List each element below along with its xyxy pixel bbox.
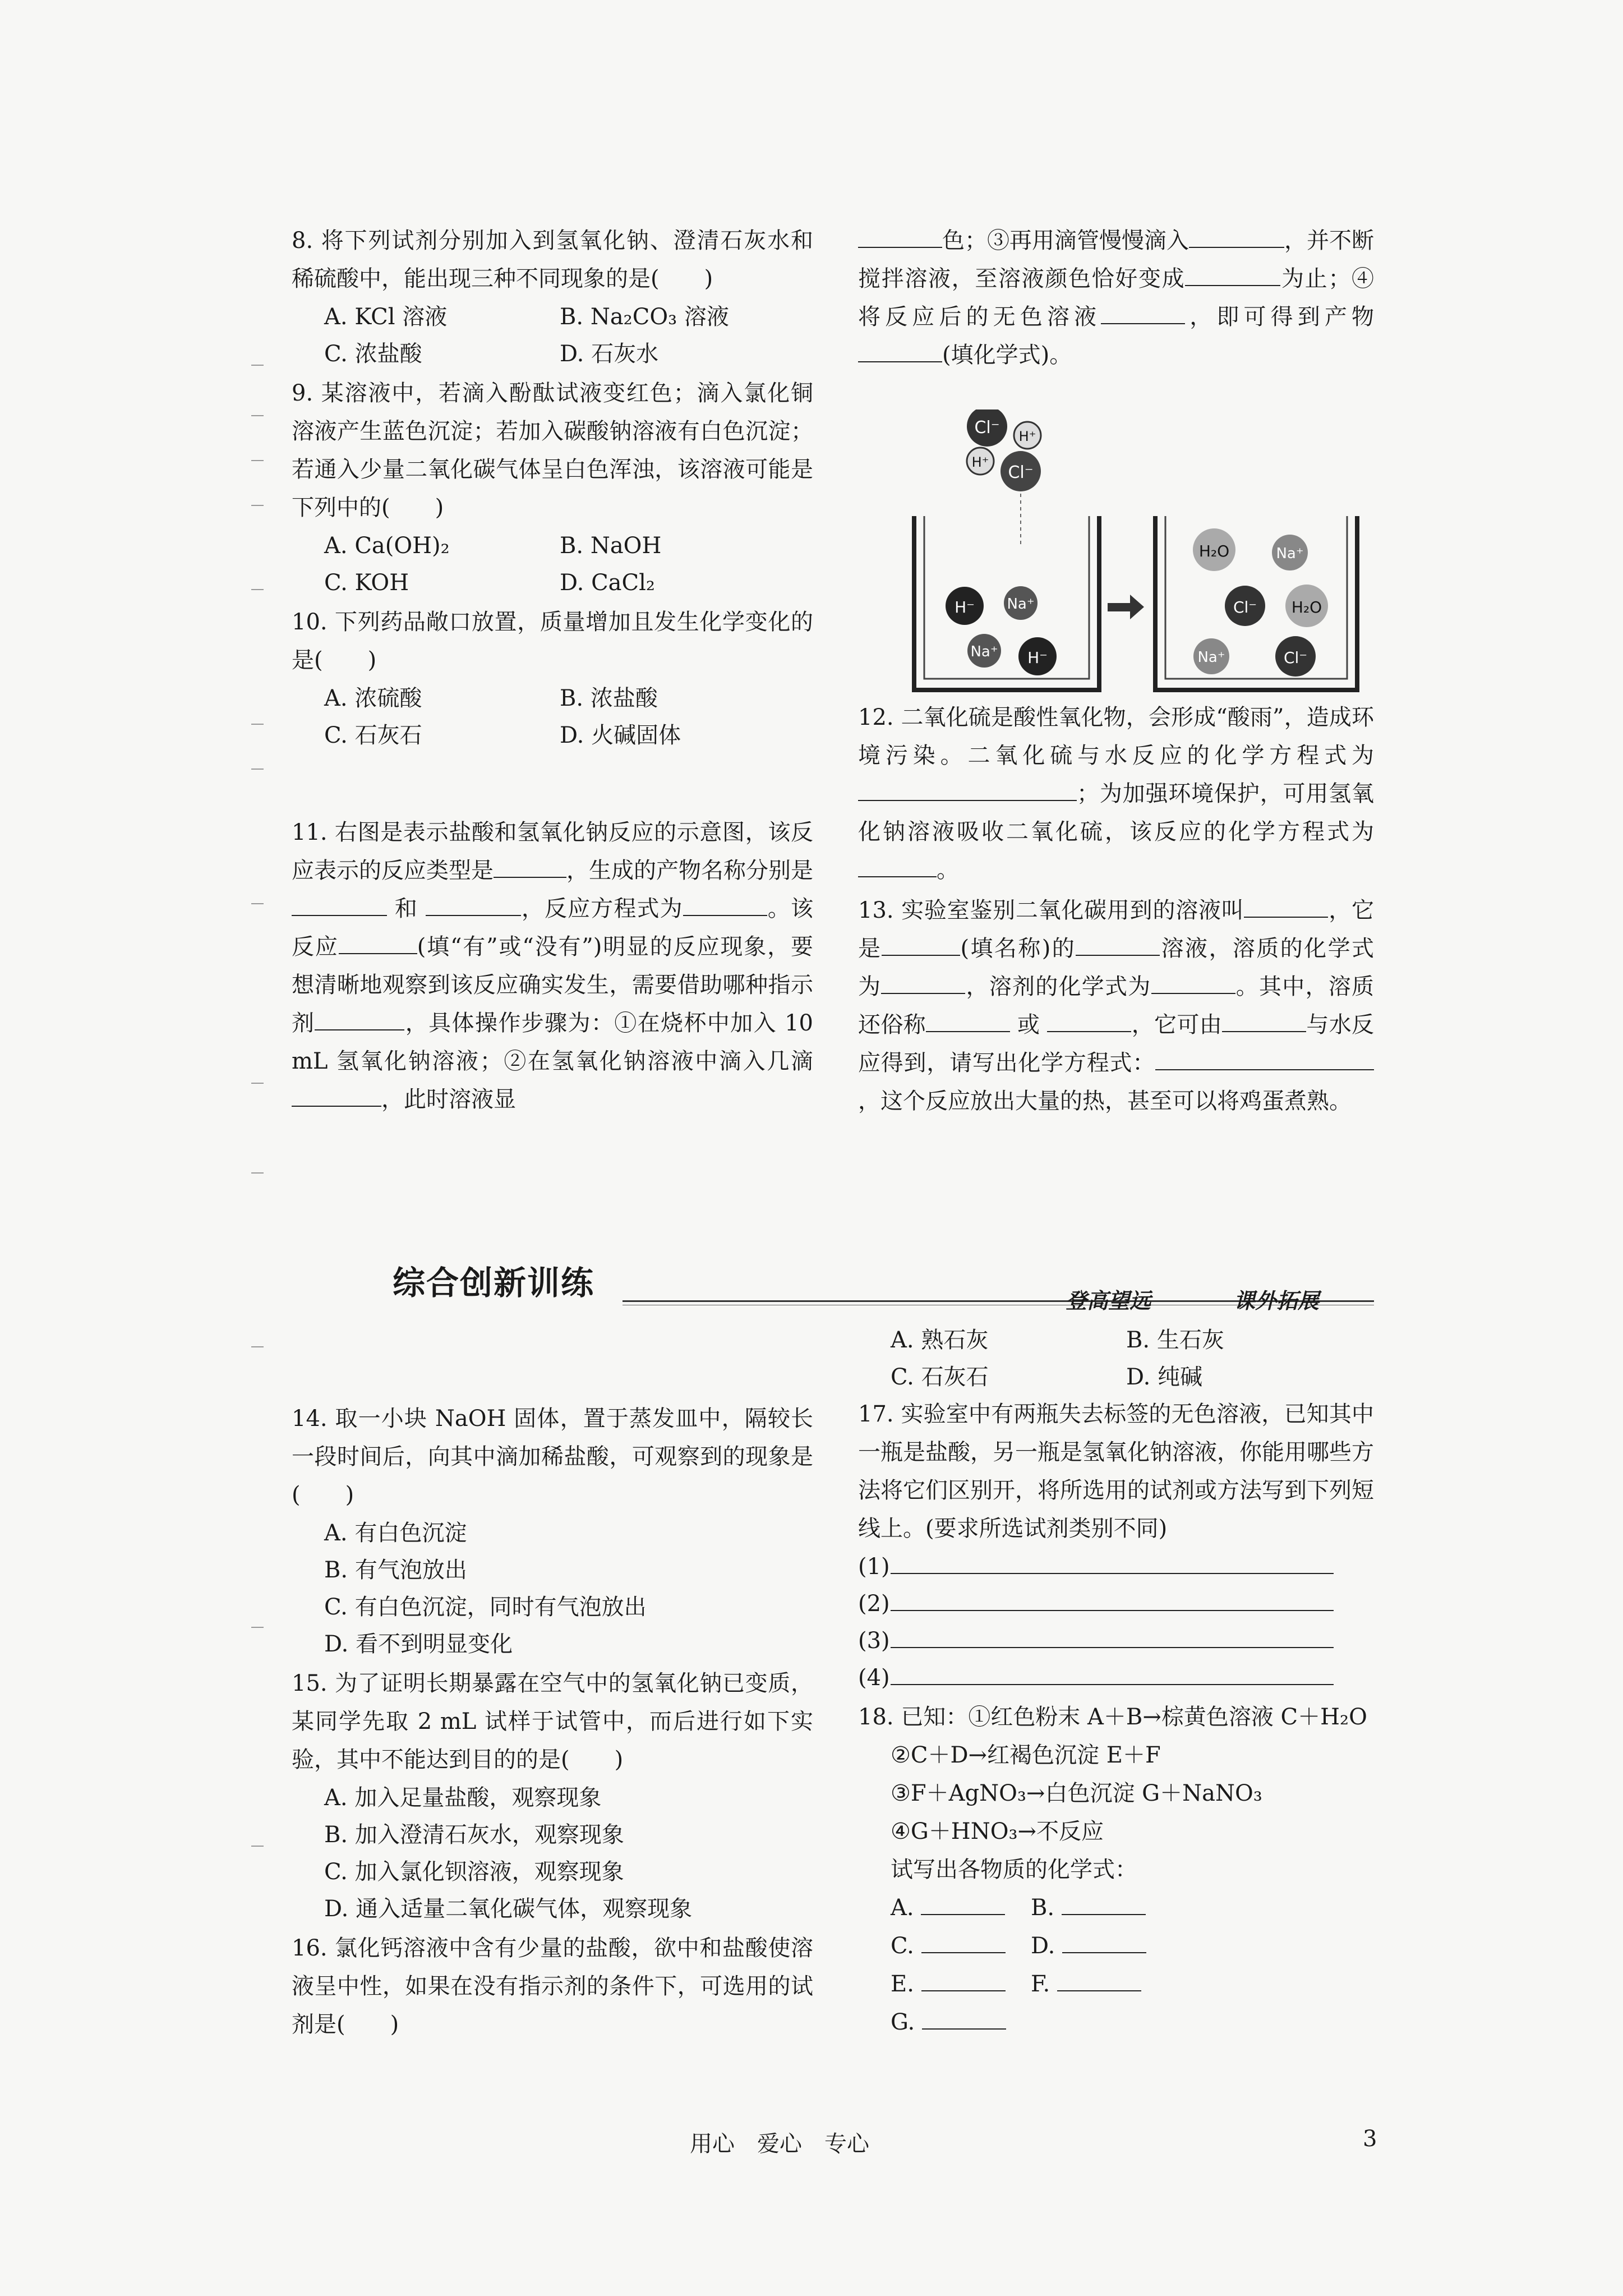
dropper-ions bbox=[967, 409, 1041, 544]
answer-line[interactable] bbox=[858, 1548, 1374, 1585]
answer-label: F. bbox=[1031, 1971, 1050, 1997]
option-c[interactable]: C. 石灰石 bbox=[324, 723, 422, 748]
text-segment: 。该反应 bbox=[292, 896, 814, 960]
answer-blank[interactable] bbox=[1047, 1006, 1131, 1032]
section-subtitle-1: 登高望远 bbox=[1066, 1289, 1151, 1313]
options bbox=[324, 679, 813, 753]
answer-blank[interactable] bbox=[926, 1006, 1010, 1032]
reaction-4: ④G＋HNO₃→不反应 bbox=[891, 1819, 1104, 1844]
text-segment: ，并不断搅拌溶液，至溶液颜色恰好变成 bbox=[858, 228, 1374, 292]
footer-motto: 用心 爱心 专心 bbox=[690, 2131, 869, 2157]
question-stem: 16. 氯化钙溶液中含有少量的盐酸，欲中和盐酸使溶液呈中性，如果在没有指示剂的条件下，可选用的试剂是( ) bbox=[292, 1935, 813, 2037]
text-segment: 。其中，溶质还俗称 bbox=[858, 974, 1374, 1038]
answer-blank[interactable] bbox=[1185, 260, 1280, 286]
option-b[interactable]: B. 加入澄清石灰水，观察现象 bbox=[324, 1822, 624, 1848]
answer-blank[interactable] bbox=[922, 2004, 1006, 2030]
question-stem: 14. 取一小块 NaOH 固体，置于蒸发皿中，隔较长一段时间后，向其中滴加稀盐酸，可观察到的现象是( ) bbox=[292, 1406, 813, 1508]
question-12 bbox=[858, 698, 1374, 889]
question-17 bbox=[858, 1395, 1374, 1696]
question-10 bbox=[292, 603, 813, 753]
reaction-2: ②C＋D→红褐色沉淀 E＋F bbox=[891, 1742, 1161, 1768]
ion-label: H₂O bbox=[1291, 598, 1322, 616]
margin-mark bbox=[251, 505, 264, 506]
margin-mark bbox=[251, 903, 264, 904]
answer-label: B. bbox=[1031, 1895, 1055, 1921]
text-segment: ，具体操作步骤为：①在烧杯中加入 10 mL 氢氧化钠溶液；②在氢氧化钠溶液中滴入几滴 bbox=[292, 1010, 813, 1074]
answer-blank[interactable] bbox=[1062, 1889, 1146, 1915]
answer-blank[interactable] bbox=[339, 928, 417, 954]
answer-blank[interactable] bbox=[1155, 1045, 1374, 1070]
margin-mark bbox=[251, 1627, 264, 1628]
ion-label: Na⁺ bbox=[970, 643, 998, 660]
reaction-diagram bbox=[909, 409, 1368, 701]
ion-label: Cl⁻ bbox=[1283, 648, 1308, 667]
text-segment: ，生成的产物名称分别是 bbox=[566, 858, 813, 884]
answer-blank[interactable] bbox=[292, 1081, 381, 1107]
question-stem: 10. 下列药品敞口放置，质量增加且发生化学变化的是( ) bbox=[292, 609, 813, 673]
right-beaker-ions bbox=[1193, 528, 1328, 677]
question-stem: 15. 为了证明长期暴露在空气中的氢氧化钠已变质，某同学先取 2 mL 试样于试管中，而后进行如下实验，其中不能达到目的的是( ) bbox=[292, 1671, 813, 1773]
option-a[interactable]: A. KCl 溶液 bbox=[324, 304, 448, 330]
options bbox=[324, 298, 813, 372]
option-c[interactable]: C. 加入氯化钡溶液，观察现象 bbox=[324, 1859, 624, 1885]
margin-mark bbox=[251, 1346, 264, 1347]
text-segment: (填“有”或“没有”)明显的反应现象，要想清晰地观察到该反应确实发生，需要借助哪种指示剂 bbox=[292, 934, 813, 1036]
option-d[interactable]: D. 看不到明显变化 bbox=[324, 1631, 513, 1657]
answer-grid bbox=[891, 1889, 1374, 2041]
margin-mark bbox=[251, 1172, 264, 1174]
ion-label: Na⁺ bbox=[1007, 596, 1035, 613]
margin-mark bbox=[251, 415, 264, 416]
margin-mark bbox=[251, 724, 264, 725]
answer-blank[interactable] bbox=[292, 890, 387, 916]
answer-label: E. bbox=[891, 1971, 914, 1997]
margin-mark bbox=[251, 589, 264, 590]
ion-label: H⁺ bbox=[1018, 429, 1036, 444]
question-16 bbox=[292, 1929, 813, 2044]
right-column-middle bbox=[858, 698, 1374, 1122]
answer-blank[interactable] bbox=[858, 337, 942, 362]
answer-blank[interactable] bbox=[1062, 1927, 1146, 1953]
answer-blank[interactable] bbox=[921, 1889, 1005, 1915]
text-segment: ，反应方程式为 bbox=[520, 896, 683, 922]
left-column-upper bbox=[292, 222, 813, 756]
option-a[interactable]: A. 有白色沉淀 bbox=[324, 1520, 467, 1546]
text-segment: 13. 实验室鉴别二氧化碳用到的溶液叫 bbox=[858, 898, 1244, 923]
answer-label: D. bbox=[1031, 1933, 1055, 1959]
option-d[interactable]: D. 通入适量二氧化碳气体，观察现象 bbox=[324, 1896, 693, 1922]
text-segment: ，即可得到产物 bbox=[1185, 304, 1374, 330]
answer-blank[interactable] bbox=[426, 890, 521, 916]
reaction-1: 18. 已知：①红色粉末 A＋B→棕黄色溶液 C＋H₂O bbox=[858, 1704, 1367, 1730]
question-9 bbox=[292, 374, 813, 601]
option-c[interactable]: C. KOH bbox=[324, 570, 409, 596]
question-stem: 8. 将下列试剂分别加入到氢氧化钠、澄清石灰水和稀硫酸中，能出现三种不同现象的是( ) bbox=[292, 228, 813, 292]
margin-mark bbox=[251, 1083, 264, 1084]
option-b[interactable]: B. NaOH bbox=[560, 533, 662, 559]
answer-blank[interactable] bbox=[921, 1966, 1006, 1991]
answer-label: A. bbox=[891, 1895, 914, 1921]
text-segment: (填名称)的 bbox=[960, 936, 1076, 961]
ion-label: Cl⁻ bbox=[1008, 463, 1034, 482]
question-11 bbox=[292, 813, 813, 1119]
reaction-3: ③F＋AgNO₃→白色沉淀 G＋NaNO₃ bbox=[891, 1780, 1262, 1806]
text-segment: 12. 二氧化硫是酸性氧化物，会形成“酸雨”，造成环境污染。二氧化硫与水反应的化学方程式为 bbox=[858, 705, 1374, 769]
ion-label: Na⁺ bbox=[1276, 545, 1304, 562]
options bbox=[324, 1514, 813, 1662]
option-b[interactable]: B. 生石灰 bbox=[1126, 1327, 1224, 1353]
answer-blank[interactable] bbox=[881, 968, 965, 994]
answer-blank[interactable] bbox=[882, 930, 960, 956]
answer-blank[interactable] bbox=[858, 775, 1077, 801]
option-d[interactable]: D. 火碱固体 bbox=[560, 723, 681, 748]
option-c[interactable]: C. 有白色沉淀，同时有气泡放出 bbox=[324, 1594, 647, 1620]
text-segment: 11. 右图是表示盐酸和氢氧化钠反应的示意图，该反应表示的反应类型是 bbox=[292, 820, 813, 884]
answer-line[interactable] bbox=[858, 1659, 1374, 1696]
ion-label: Cl⁻ bbox=[974, 418, 1000, 438]
section-title: 综合创新训练 bbox=[393, 1264, 595, 1302]
text-segment: 和 bbox=[394, 896, 418, 922]
question-15 bbox=[292, 1664, 813, 1927]
answer-blank[interactable] bbox=[1057, 1966, 1141, 1991]
prompt: 试写出各物质的化学式： bbox=[891, 1857, 1137, 1883]
question-11-continued bbox=[858, 222, 1374, 374]
left-beaker-ions bbox=[946, 586, 1057, 675]
question-16-options bbox=[891, 1321, 1374, 1395]
question-18 bbox=[858, 1698, 1374, 2041]
option-b[interactable]: B. Na₂CO₃ 溶液 bbox=[560, 304, 729, 330]
answer-blank[interactable] bbox=[858, 222, 942, 248]
answer-blank[interactable] bbox=[1244, 892, 1328, 918]
text-segment: 为止；④将反应后的无色溶液 bbox=[858, 266, 1375, 330]
option-d[interactable]: D. 纯碱 bbox=[1126, 1364, 1203, 1390]
question-14 bbox=[292, 1400, 813, 1662]
text-segment: 与水反应得到，请写出化学方程式： bbox=[858, 1012, 1375, 1076]
option-a[interactable]: A. 浓硫酸 bbox=[324, 685, 422, 711]
text-segment: 或 bbox=[1017, 1012, 1040, 1038]
answer-blank[interactable] bbox=[1101, 298, 1185, 324]
right-column-lower bbox=[858, 1321, 1374, 2044]
text-segment: 色；③再用滴管慢慢滴入 bbox=[942, 228, 1189, 254]
text-segment: 。 bbox=[937, 857, 959, 883]
text-segment: ，此时溶液显 bbox=[381, 1087, 516, 1112]
ion-label: H⁻ bbox=[1027, 648, 1048, 667]
text-segment: ，它是 bbox=[858, 898, 1375, 961]
text-segment: (填化学式)。 bbox=[942, 342, 1072, 368]
ion-label: H⁺ bbox=[971, 454, 989, 470]
option-c[interactable]: C. 石灰石 bbox=[891, 1364, 989, 1390]
options bbox=[324, 1779, 813, 1927]
answer-blank[interactable] bbox=[494, 852, 566, 878]
margin-mark bbox=[251, 365, 264, 366]
answer-label: G. bbox=[891, 2009, 915, 2035]
arrow-right-icon bbox=[1108, 595, 1144, 619]
text-segment: ；为加强环境保护，可用氢氧化钠溶液吸收二氧化硫，该反应的化学方程式为 bbox=[858, 781, 1374, 845]
answer-label: C. bbox=[891, 1933, 914, 1959]
option-b[interactable]: B. 浓盐酸 bbox=[560, 685, 658, 711]
option-d[interactable]: D. 石灰水 bbox=[560, 341, 659, 367]
option-c[interactable]: C. 浓盐酸 bbox=[324, 341, 422, 367]
answer-blank[interactable] bbox=[858, 852, 937, 877]
option-a[interactable]: A. Ca(OH)₂ bbox=[324, 533, 450, 559]
answer-blank[interactable] bbox=[1222, 1006, 1306, 1032]
ion-label: Na⁺ bbox=[1197, 649, 1225, 666]
right-column-upper bbox=[858, 222, 1374, 374]
margin-mark bbox=[251, 769, 264, 770]
answer-blank[interactable] bbox=[1151, 968, 1235, 994]
answer-blank[interactable] bbox=[921, 1927, 1006, 1953]
ion-label: Cl⁻ bbox=[1233, 598, 1257, 616]
ion-label: H⁻ bbox=[955, 598, 975, 616]
text-segment: ，溶剂的化学式为 bbox=[965, 974, 1151, 1000]
text-segment: ，这个反应放出大量的热，甚至可以将鸡蛋煮熟。 bbox=[858, 1088, 1352, 1114]
answer-blank[interactable] bbox=[315, 1005, 404, 1030]
section-subtitle-2: 课外拓展 bbox=[1234, 1289, 1320, 1313]
question-13 bbox=[858, 891, 1374, 1120]
answer-blank[interactable] bbox=[683, 890, 767, 916]
option-b[interactable]: B. 有气泡放出 bbox=[324, 1557, 467, 1583]
line-label: (4) bbox=[858, 1665, 890, 1691]
ion-label: H₂O bbox=[1198, 542, 1230, 560]
answer-line[interactable] bbox=[858, 1622, 1374, 1659]
answer-blank[interactable] bbox=[1189, 222, 1284, 248]
text-segment: 溶液，溶质的化学式为 bbox=[858, 936, 1375, 1000]
question-8 bbox=[292, 222, 813, 372]
page-number: 3 bbox=[1363, 2126, 1377, 2152]
question-stem: 17. 实验室中有两瓶失去标签的无色溶液，已知其中一瓶是盐酸，另一瓶是氢氧化钠溶液，你能用哪些方法将它们区别开，将所选用的试剂或方法写到下列短线上。(要求所选试剂类别不同) bbox=[858, 1401, 1374, 1542]
left-column-lower bbox=[292, 1400, 813, 2046]
answer-blank[interactable] bbox=[1076, 930, 1160, 956]
line-label: (3) bbox=[858, 1628, 890, 1654]
text-segment: ，它可由 bbox=[1131, 1012, 1223, 1038]
margin-mark bbox=[251, 1846, 264, 1847]
options bbox=[324, 527, 813, 601]
question-stem: 9. 某溶液中，若滴入酚酞试液变红色；滴入氯化铜溶液产生蓝色沉淀；若加入碳酸钠溶液有白色沉淀；若通入少量二氧化碳气体呈白色浑浊，该溶液可能是下列中的( ) bbox=[292, 380, 813, 521]
option-a[interactable]: A. 加入足量盐酸，观察现象 bbox=[324, 1785, 602, 1811]
answer-line[interactable] bbox=[858, 1585, 1374, 1622]
option-d[interactable]: D. CaCl₂ bbox=[560, 570, 655, 596]
line-label: (2) bbox=[858, 1591, 890, 1617]
line-label: (1) bbox=[858, 1554, 890, 1580]
margin-mark bbox=[251, 460, 264, 461]
option-a[interactable]: A. 熟石灰 bbox=[891, 1327, 989, 1353]
